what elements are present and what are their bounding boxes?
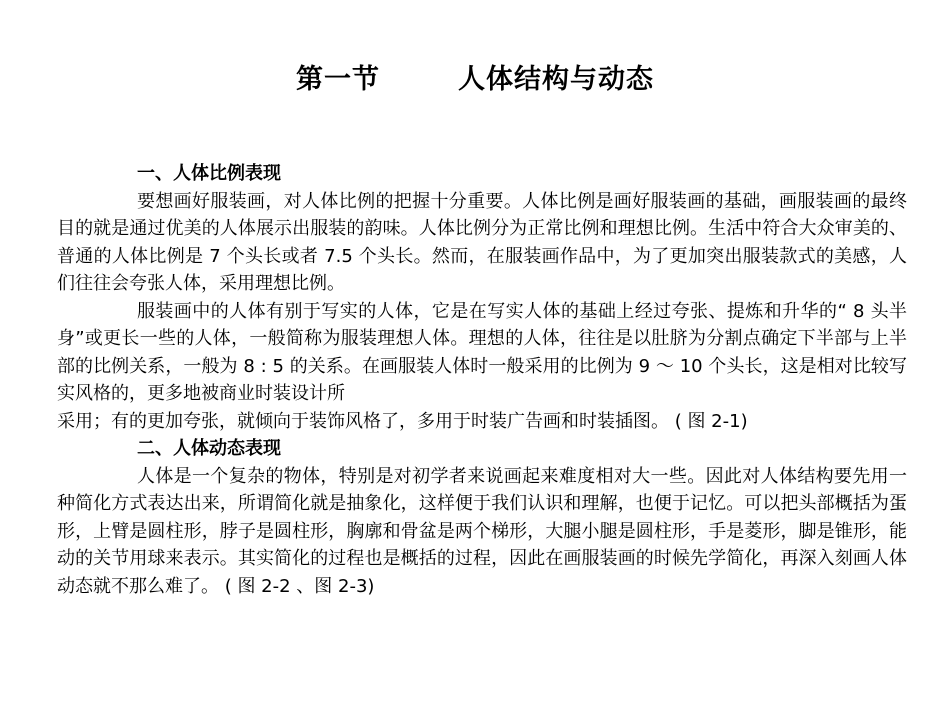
section-heading-proportion: 一、人体比例表现 [137,163,281,184]
section-name: 人体结构与动态 [458,64,654,95]
paragraph-ideal-figure [57,298,907,436]
paragraph-movement: 人体是一个复杂的物体，特别是对初学者来说画起来难度相对大一些。因此对人体结构要先用一种简化方式表达出来，所谓简化就是抽象化，这样便于我们认识和理解，也便于记忆。可以把头部概括为蛋形，上臂是圆柱形，脖子是圆柱形，胸廓和骨盆是两个梯形，大腿小腿是圆柱形，手是菱形，脚是锥形，能动的关节用球来表示。其实简化的过程也是概括的过程，因此在画服装画的时候先学简化，再深入刻画人体动态就不那么难了。 ( 图 2-2 、图 2-3) [57,465,907,597]
section-number: 第一节 [296,64,380,95]
document-body [57,160,907,600]
paragraph-proportion-intro: 要想画好服装画，对人体比例的把握十分重要。人体比例是画好服装画的基础，画服装画的最终目的就是通过优美的人体展示出服装的韵味。人体比例分为正常比例和理想比例。生活中符合大众审美的、普通的人体比例是 7 个头长或者 7.5 个头长。然而，在服装画作品中，为了更加突出服装款式的美感，人们往往会夸张人体，采用理想比例。 [57,190,907,294]
page-title [0,62,950,98]
paragraph-ideal-figure-part1: 服装画中的人体有别于写实的人体，它是在写实人体的基础上经过夸张、提炼和升华的“ 8 头半身”或更长一些的人体，一般简称为服装理想人体。理想的人体，往往是以肚脐为分割点确定下半部与上半部的比例关系，一般为 8 : 5 的关系。在画服装人体时一般采用的比例为 9 ～ 10 个头长，这是相对比较写实风格的，更多地被商业时装设计所 [57,300,907,404]
section-heading-movement: 二、人体动态表现 [137,438,281,459]
paragraph-ideal-figure-part2: 采用；有的更加夸张，就倾向于装饰风格了，多用于时装广告画和时装插图。 ( 图 2-1) [57,410,748,432]
